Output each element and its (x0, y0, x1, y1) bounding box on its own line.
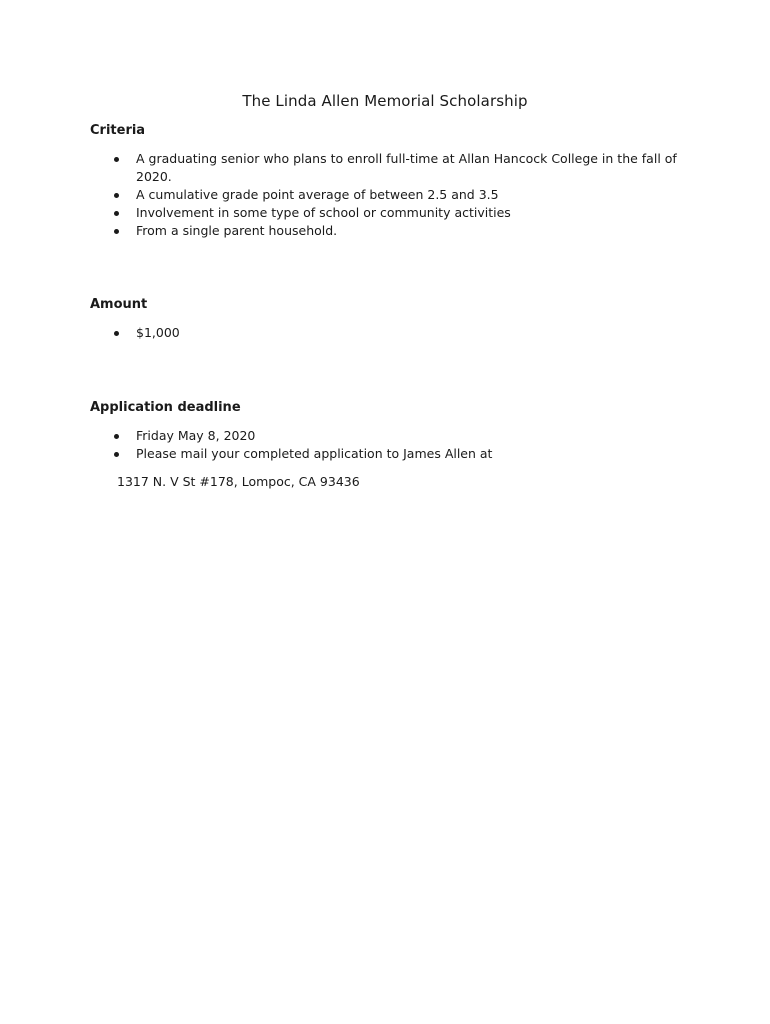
list-item (90, 427, 690, 445)
list-item (90, 324, 690, 342)
mailing-address: 1317 N. V St #178, Lompoc, CA 93436 (117, 474, 360, 489)
list-item (90, 150, 690, 186)
amount-value: $1,000 (136, 325, 180, 340)
criteria-item-text: A cumulative grade point average of between 2.5 and 3.5 (136, 187, 499, 202)
criteria-list (90, 150, 690, 240)
criteria-heading: Criteria (90, 123, 146, 138)
mail-instructions: Please mail your completed application to James Allen at (136, 446, 493, 461)
bullet-icon (114, 193, 119, 198)
list-item (90, 445, 690, 463)
document-title: The Linda Allen Memorial Scholarship (242, 92, 528, 110)
bullet-icon (114, 452, 119, 457)
bullet-icon (114, 229, 119, 234)
bullet-icon (114, 331, 119, 336)
criteria-item-text: A graduating senior who plans to enroll full-time at Allan Hancock College in the fall of 2020. (136, 151, 677, 184)
deadline-date: Friday May 8, 2020 (136, 428, 256, 443)
list-item (90, 222, 690, 240)
amount-list (90, 324, 690, 342)
bullet-icon (114, 157, 119, 162)
deadline-list (90, 427, 690, 463)
list-item (90, 204, 690, 222)
criteria-item-text: Involvement in some type of school or community activities (136, 205, 511, 220)
deadline-heading: Application deadline (90, 400, 241, 415)
list-item (90, 186, 690, 204)
amount-heading: Amount (90, 297, 148, 312)
bullet-icon (114, 211, 119, 216)
criteria-item-text: From a single parent household. (136, 223, 338, 238)
bullet-icon (114, 434, 119, 439)
